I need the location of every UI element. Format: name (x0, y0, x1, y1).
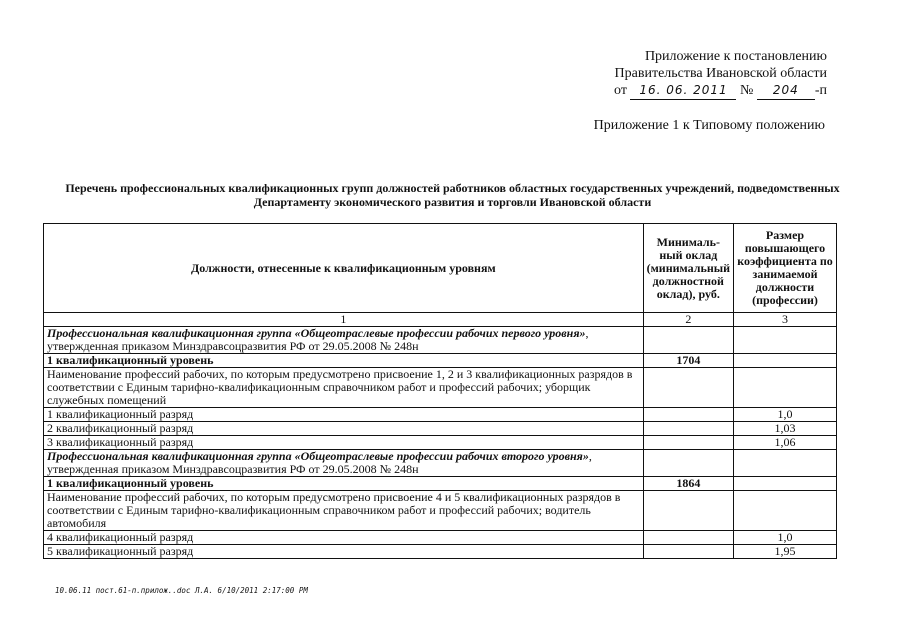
header-line-2: Правительства Ивановской области (614, 66, 827, 81)
group-row (44, 327, 837, 354)
group-row (44, 450, 837, 477)
header-line-3 (614, 82, 827, 100)
level-row (44, 354, 837, 368)
table-row (44, 422, 837, 436)
position-cell: 4 квалификационный разряд (44, 531, 644, 545)
coef-cell: 1,0 (734, 408, 837, 422)
number-suffix: -п (814, 83, 827, 98)
table-header-row (44, 224, 837, 313)
coef-cell (734, 327, 837, 354)
position-cell: 1 квалификационный уровень (44, 354, 644, 368)
level-row (44, 477, 837, 491)
coef-cell (734, 477, 837, 491)
salary-cell: 1704 (643, 354, 733, 368)
document-title (40, 181, 865, 209)
file-footer: 10.06.11 пост.61-п.прилож..doc Л.А. 6/10/2011 2:17:00 PM (55, 586, 308, 595)
coef-cell (734, 450, 837, 477)
position-cell: 1 квалификационный разряд (44, 408, 644, 422)
salary-cell (643, 327, 733, 354)
column-numbers-row (44, 313, 837, 327)
position-cell: Наименование профессий рабочих, по которым предусмотрено присвоение 4 и 5 квалификационных разрядов в соответствии с Единым тарифно-квалификационным справочником работ и профессий рабочих; водитель автомобиля (44, 491, 644, 531)
column-number: 3 (734, 313, 837, 327)
salary-cell (643, 436, 733, 450)
coef-cell (734, 354, 837, 368)
qualification-table (43, 223, 837, 559)
group-name: Профессиональная квалификационная группа «Общеотраслевые профессии рабочих первого уровня» (47, 326, 586, 340)
coef-cell: 1,06 (734, 436, 837, 450)
position-cell: 3 квалификационный разряд (44, 436, 644, 450)
document-header (614, 48, 827, 100)
salary-cell (643, 368, 733, 408)
salary-cell (643, 545, 733, 559)
table-row (44, 368, 837, 408)
group-cell (44, 450, 644, 477)
handwritten-date: 16. 06. 2011 (630, 82, 736, 100)
column-number: 2 (643, 313, 733, 327)
salary-cell (643, 408, 733, 422)
position-cell: 2 квалификационный разряд (44, 422, 644, 436)
salary-cell (643, 450, 733, 477)
salary-cell (643, 491, 733, 531)
salary-cell (643, 531, 733, 545)
table-row (44, 531, 837, 545)
position-cell: 5 квалификационный разряд (44, 545, 644, 559)
handwritten-number: 204 (757, 82, 815, 100)
table-row (44, 545, 837, 559)
header-line-1: Приложение к постановлению (644, 49, 827, 64)
appendix-label: Приложение 1 к Типовому положению (593, 118, 825, 133)
header-coefficient: Размер повышающего коэффициента по занимаемой должности (профессии) (734, 224, 837, 313)
header-positions: Должности, отнесенные к квалификационным уровням (44, 224, 644, 313)
table-row (44, 408, 837, 422)
group-approval: , утвержденная приказом Минздравсоцразвития РФ от 29.05.2008 № 248н (47, 326, 589, 353)
coef-cell: 1,95 (734, 545, 837, 559)
coef-cell: 1,0 (734, 531, 837, 545)
group-name: Профессиональная квалификационная группа «Общеотраслевые профессии рабочих второго уровня» (47, 449, 589, 463)
salary-cell (643, 422, 733, 436)
position-cell: 1 квалификационный уровень (44, 477, 644, 491)
group-cell (44, 327, 644, 354)
number-label: № (739, 83, 754, 98)
from-label: от (614, 83, 627, 98)
column-number: 1 (44, 313, 644, 327)
group-approval: , утвержденная приказом Минздравсоцразвития РФ от 29.05.2008 № 248н (47, 449, 592, 476)
coef-cell: 1,03 (734, 422, 837, 436)
coef-cell (734, 368, 837, 408)
title-bold-word: Перечень (65, 181, 118, 195)
salary-cell: 1864 (643, 477, 733, 491)
table-row (44, 436, 837, 450)
position-cell: Наименование профессий рабочих, по которым предусмотрено присвоение 1, 2 и 3 квалификационных разрядов в соответствии с Единым тарифно-квалификационным справочником работ и профессий рабочих; уборщик служебных помещений (44, 368, 644, 408)
coef-cell (734, 491, 837, 531)
header-min-salary: Минималь-ный оклад (минимальный должностной оклад), руб. (643, 224, 733, 313)
table-row (44, 491, 837, 531)
title-rest: профессиональных квалификационных групп должностей работников областных государственных учреждений, подведомственных Департаменту экономического развития и торговли Ивановской области (117, 181, 840, 209)
